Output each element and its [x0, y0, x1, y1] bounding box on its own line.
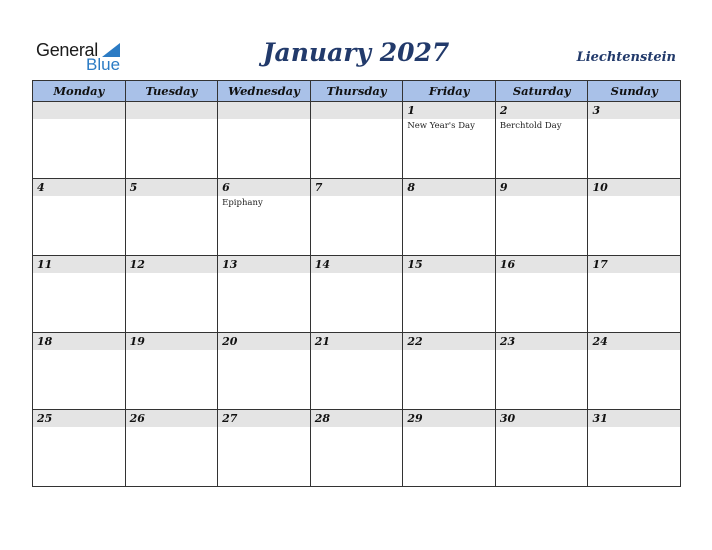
day-number-band	[311, 102, 403, 119]
day-cell	[588, 256, 681, 333]
day-number-band	[33, 102, 125, 119]
day-cell	[33, 256, 126, 333]
day-number-band	[126, 179, 218, 196]
day-cell	[496, 179, 589, 256]
week-row	[33, 410, 681, 487]
day-number: 26	[129, 412, 145, 425]
day-number: 25	[37, 412, 53, 425]
day-number: 20	[222, 335, 238, 348]
day-number-band	[218, 179, 310, 196]
day-cell	[403, 256, 496, 333]
day-cell	[126, 410, 219, 487]
day-number: 13	[222, 258, 238, 271]
calendar-grid	[32, 80, 681, 487]
day-cell	[311, 102, 404, 179]
day-cell	[218, 102, 311, 179]
day-cell	[33, 102, 126, 179]
day-cell	[588, 102, 681, 179]
day-cell	[588, 333, 681, 410]
day-cell	[403, 410, 496, 487]
calendar-title: January 2027	[262, 38, 450, 67]
country-name: Liechtenstein	[576, 50, 676, 65]
week-row	[33, 256, 681, 333]
day-number: 23	[499, 335, 516, 348]
day-cell	[33, 333, 126, 410]
day-cell	[403, 179, 496, 256]
day-number: 24	[592, 335, 608, 348]
day-number-band	[403, 179, 495, 196]
day-cell	[403, 102, 496, 179]
day-number: 29	[407, 412, 423, 425]
day-number-band	[403, 102, 495, 119]
day-number-band	[496, 179, 588, 196]
weekday-header-row	[33, 81, 681, 102]
weekday-header: Thursday	[311, 81, 404, 102]
day-number: 30	[499, 412, 516, 425]
day-number: 27	[222, 412, 238, 425]
day-number: 7	[314, 181, 323, 194]
day-cell	[33, 179, 126, 256]
day-number-band	[126, 102, 218, 119]
day-number: 31	[592, 412, 608, 425]
day-cell	[403, 333, 496, 410]
day-number: 5	[129, 181, 138, 194]
day-cell	[311, 179, 404, 256]
logo-blue-text: Blue	[86, 55, 121, 74]
day-number: 8	[407, 181, 415, 194]
weekday-header: Sunday	[588, 81, 681, 102]
day-number: 4	[37, 181, 45, 194]
day-cell	[496, 102, 589, 179]
day-cell	[218, 179, 311, 256]
day-number: 18	[37, 335, 53, 348]
day-number: 19	[129, 335, 145, 348]
weekday-header: Monday	[33, 81, 126, 102]
weekday-header: Wednesday	[218, 81, 311, 102]
week-row	[33, 102, 681, 179]
day-number: 21	[314, 335, 331, 348]
day-cell	[126, 333, 219, 410]
day-number: 11	[37, 258, 53, 271]
day-number: 3	[592, 104, 601, 117]
logo-general-text: General	[36, 40, 98, 60]
day-number: 17	[592, 258, 608, 271]
day-cell	[33, 410, 126, 487]
day-number-band	[588, 102, 680, 119]
day-cell	[496, 410, 589, 487]
day-number: 14	[314, 258, 331, 271]
day-number: 15	[407, 258, 423, 271]
day-number-band	[33, 179, 125, 196]
holiday-label: Berchtold Day	[499, 121, 562, 131]
day-number: 2	[499, 104, 508, 117]
day-cell	[218, 256, 311, 333]
day-number: 22	[407, 335, 423, 348]
day-number-band	[311, 179, 403, 196]
calendar-weeks	[33, 102, 681, 487]
day-number: 10	[592, 181, 608, 194]
day-number: 28	[314, 412, 331, 425]
day-number-band	[218, 102, 310, 119]
day-cell	[126, 102, 219, 179]
weekday-header: Saturday	[496, 81, 589, 102]
day-cell	[311, 333, 404, 410]
day-cell	[588, 179, 681, 256]
week-row	[33, 179, 681, 256]
weekday-header: Tuesday	[126, 81, 219, 102]
weekday-header: Friday	[403, 81, 496, 102]
day-cell	[311, 256, 404, 333]
day-number: 12	[129, 258, 145, 271]
week-row	[33, 333, 681, 410]
day-number: 16	[499, 258, 516, 271]
day-cell	[311, 410, 404, 487]
day-number: 1	[407, 104, 415, 117]
day-cell	[126, 179, 219, 256]
holiday-label: New Year's Day	[407, 121, 475, 131]
day-number-band	[496, 102, 588, 119]
holiday-label: Epiphany	[222, 198, 263, 208]
day-number: 6	[222, 181, 230, 194]
day-cell	[588, 410, 681, 487]
day-cell	[218, 410, 311, 487]
day-number: 9	[499, 181, 508, 194]
day-cell	[496, 333, 589, 410]
day-cell	[496, 256, 589, 333]
day-cell	[126, 256, 219, 333]
day-cell	[218, 333, 311, 410]
